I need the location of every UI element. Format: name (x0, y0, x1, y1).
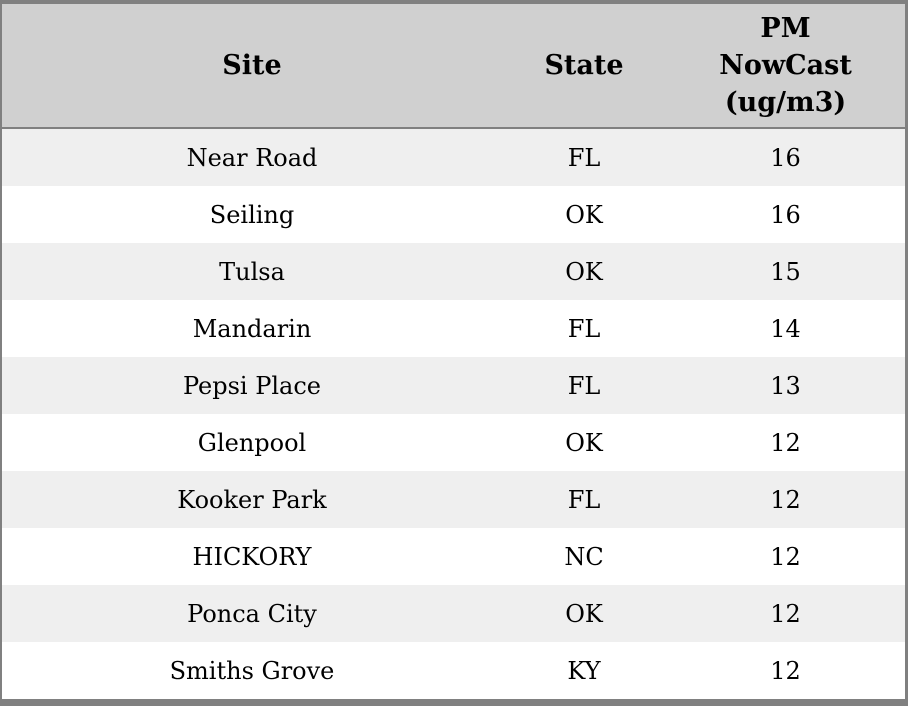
table-row (2, 585, 905, 642)
table-header (2, 4, 905, 128)
cell-site: Pepsi Place (2, 357, 502, 414)
cell-state: FL (502, 357, 666, 414)
column-header-line: NowCast (719, 50, 852, 81)
column-header-state: State (502, 4, 666, 128)
table-row (2, 471, 905, 528)
column-header-line: PM (760, 13, 811, 44)
table-row (2, 528, 905, 585)
table-body (2, 128, 905, 699)
cell-pm: 12 (666, 471, 905, 528)
table-row (2, 642, 905, 699)
cell-pm: 12 (666, 585, 905, 642)
cell-state: KY (502, 642, 666, 699)
cell-state: FL (502, 471, 666, 528)
cell-site: Seiling (2, 186, 502, 243)
cell-site: HICKORY (2, 528, 502, 585)
cell-pm: 12 (666, 414, 905, 471)
cell-state: NC (502, 528, 666, 585)
cell-pm: 12 (666, 642, 905, 699)
table-row (2, 243, 905, 300)
header-row (2, 4, 905, 128)
cell-state: OK (502, 243, 666, 300)
table-row (2, 186, 905, 243)
column-header-pm (666, 4, 905, 128)
cell-site: Mandarin (2, 300, 502, 357)
column-header-line: (ug/m3) (724, 87, 847, 118)
cell-site: Ponca City (2, 585, 502, 642)
cell-site: Smiths Grove (2, 642, 502, 699)
cell-site: Kooker Park (2, 471, 502, 528)
pm-nowcast-table (2, 4, 905, 699)
cell-site: Tulsa (2, 243, 502, 300)
cell-state: OK (502, 414, 666, 471)
cell-site: Near Road (2, 128, 502, 186)
column-header-site: Site (2, 4, 502, 128)
table-row (2, 414, 905, 471)
cell-state: FL (502, 128, 666, 186)
cell-pm: 14 (666, 300, 905, 357)
cell-pm: 16 (666, 128, 905, 186)
table-row (2, 128, 905, 186)
cell-pm: 12 (666, 528, 905, 585)
cell-pm: 13 (666, 357, 905, 414)
table-row (2, 357, 905, 414)
cell-pm: 16 (666, 186, 905, 243)
cell-pm: 15 (666, 243, 905, 300)
table-row (2, 300, 905, 357)
cell-site: Glenpool (2, 414, 502, 471)
cell-state: FL (502, 300, 666, 357)
cell-state: OK (502, 585, 666, 642)
cell-state: OK (502, 186, 666, 243)
